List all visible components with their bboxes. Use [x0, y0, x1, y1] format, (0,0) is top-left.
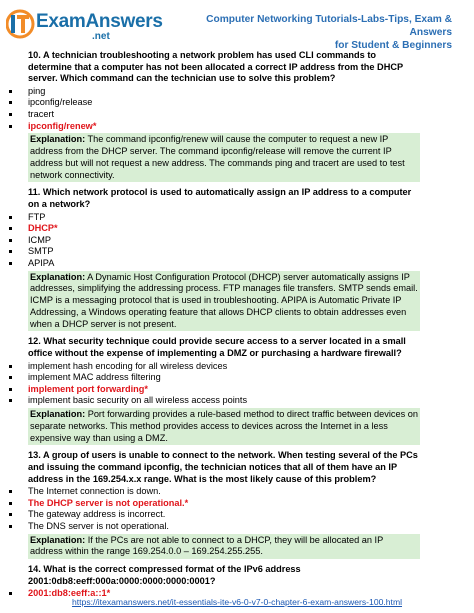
explanation-text: The command ipconfig/renew will cause the computer to request a new IP address from the DHCP server. The command ipconfig/release will remove the current IP address but will not request a new address. The commands ping and tracert are used to test network connectivity.: [30, 134, 405, 180]
question-text: 12. What security technique could provide secure access to a server located in a small office without the expense of implementing a DMZ or purchasing a hardware firewall?: [28, 336, 406, 359]
correct-answer-option: 2001:db8:eeff:a::1*: [28, 588, 420, 600]
explanation-box: [28, 534, 420, 560]
site-tagline: [162, 13, 452, 52]
answer-option: ICMP: [28, 235, 420, 247]
correct-answer-option: The DHCP server is not operational.*: [28, 498, 420, 510]
question-text: 10. A technician troubleshooting a network problem has used CLI commands to determine that a computer has not been allocated a correct IP address from the DHCP server. Which command can the technician use to solve this problem?: [28, 50, 403, 84]
footer-link[interactable]: https://itexamanswers.net/it-essentials-ite-v6-0-v7-0-chapter-6-exam-answers-100.html: [71, 597, 403, 607]
correct-answer-option: ipconfig/renew*: [28, 121, 420, 133]
explanation-label: Explanation:: [30, 134, 86, 145]
tagline-line-1: Computer Networking Tutorials-Labs-Tips, Exam & Answers: [206, 14, 452, 38]
logo-subtext: .net: [92, 31, 110, 42]
answer-option: implement MAC address filtering: [28, 372, 420, 384]
explanation-box: [28, 271, 420, 332]
explanation-text: Port forwarding provides a rule-based method to direct traffic between devices on separate networks. This method provides access to devices across the Internet in a less expensive way than using a DMZ.: [30, 409, 418, 443]
explanation-label: Explanation:: [30, 271, 86, 282]
logo-text: ExamAnswers: [36, 11, 163, 32]
page-header: [0, 0, 474, 51]
explanation-text: A Dynamic Host Configuration Protocol (DHCP) server automatically assigns IP addresses, simplifying the addressing process. FTP manages file transfers. SMTP sends email. ICMP is a messaging protocol that is used in troubleshooting. APIPA is Automatic Private IP Addressing, a Windows operating feature that allows DHCP clients to obtain addresses even when a DHCP server is not present.: [30, 271, 418, 329]
explanation-label: Explanation:: [30, 534, 86, 545]
answer-option: SMTP: [28, 246, 420, 258]
answer-option: The DNS server is not operational.: [28, 521, 420, 533]
logo-mark-icon: [6, 6, 36, 42]
explanation-box: [28, 408, 420, 445]
answer-option: implement hash encoding for all wireless devices: [28, 361, 420, 373]
answer-options: [28, 86, 420, 132]
answer-options: [28, 486, 420, 532]
answer-option: ping: [28, 86, 420, 98]
question-text: 14. What is the correct compressed format of the IPv6 address 2001:0db8:eeff:000a:0000:0000:0000:0001?: [28, 564, 301, 586]
tagline-line-2: for Student & Beginners: [334, 40, 452, 51]
answer-option: ipconfig/release: [28, 97, 420, 109]
answer-option: The gateway address is incorrect.: [28, 509, 420, 521]
question-text: 11. Which network protocol is used to automatically assign an IP address to a computer on a network?: [28, 187, 412, 209]
answer-option: APIPA: [28, 258, 420, 270]
answer-option: implement basic security on all wireless access points: [28, 395, 420, 407]
question-text: 13. A group of users is unable to connect to the network. When testing several of the PCs and issuing the command ipconfig, the technician notices that all of them have an IP address in the 169.254.x.x range. What is the most likely cause of this problem?: [28, 450, 418, 484]
explanation-label: Explanation:: [30, 409, 86, 420]
answer-options: [28, 361, 420, 407]
exam-content: [28, 50, 420, 600]
explanation-box: [28, 133, 420, 182]
explanation-text: If the PCs are not able to connect to a DHCP, they will be allocated an IP address within the range 169.254.0.0 – 169.254.255.255.: [30, 534, 384, 557]
answer-option: The Internet connection is down.: [28, 486, 420, 498]
correct-answer-option: DHCP*: [28, 223, 420, 235]
correct-answer-option: implement port forwarding*: [28, 384, 420, 396]
answer-options: [28, 212, 420, 270]
answer-option: FTP: [28, 212, 420, 224]
site-logo[interactable]: [6, 6, 163, 42]
answer-option: tracert: [28, 109, 420, 121]
